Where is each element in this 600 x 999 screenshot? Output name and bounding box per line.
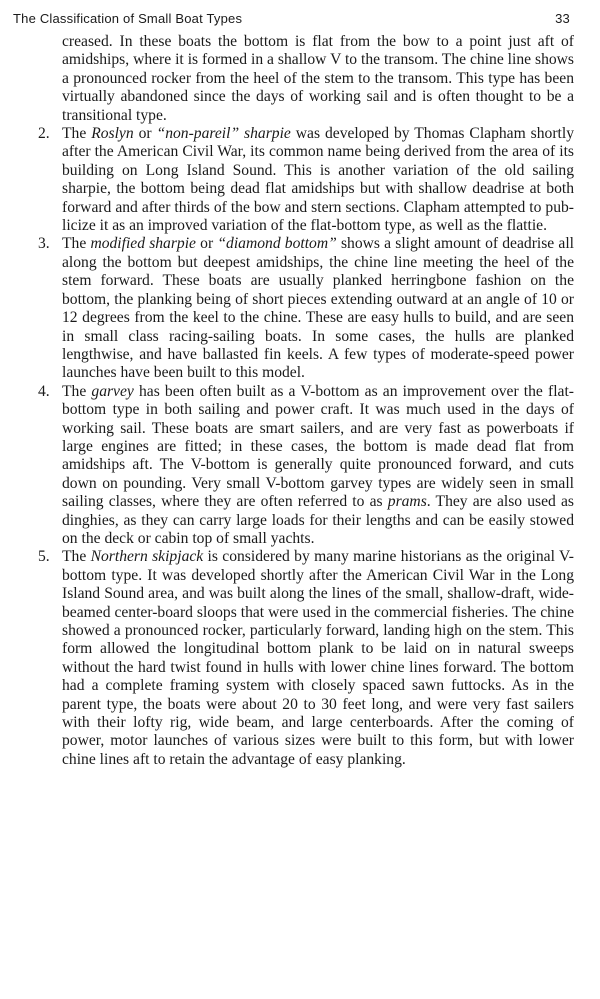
list-item: 3. The modified sharpie or “diamond bottom” shows a slight amount of deadrise all along the bottom but deepest amidships, the chine line meeting the heel of the stem forward. These boats are usually planked herringbone fashion on the bottom, the planking being of short pieces extending outward at an angle of 10 or 12 degrees from the keel to the chine. These are easy hulls to build, and are seen in small class racing-sailing boats. In some cases, the hulls are planked lengthwise, and have ballasted fin keels. A few types of moderate-speed power launches have been built to this model. (38, 235, 574, 382)
list-item-number: 2. (38, 125, 50, 143)
list-item-number: 3. (38, 235, 50, 253)
list-item: 4. The garvey has been often built as a V-bottom as an improvement over the flat-bottom type in both sailing and power craft. It was much used in the days of working sail. These boats are smart sailers, and are very fast as powerboats if large engines are fitted; in these cases, the bottom is made dead flat from amidships aft. The V-bottom is generally quite pronounced forward, and cuts down on pounding. Very small V-bottom garvey types are widely seen in small sailing classes, where they are often referred to as prams. They are also used as dinghies, as they can carry large loads for their lengths and can be easily stowed on the deck or cabin top of small yachts. (38, 382, 574, 547)
list-item: 2. The Roslyn or “non-pareil” sharpie was developed by Thomas Clapham shortly after the American Civil War, its common name being derived from the area of its building on Long Island Sound. This is another variation of the old sailing sharpie, the bottom being dead flat amidships but with shallow deadrise at both forward and after thirds of the bow and stern sections. Clapham attempted to publicize it as an improved variation of the flat-bottom type, as well as the flattie. (38, 125, 574, 235)
list-item: 5. The Northern skipjack is considered by many marine historians as the original V-bottom type. It was developed shortly after the American Civil War in the Long Island Sound area, and was built along the lines of the small, shallow-draft, wide-beamed center-board sloops that were used in the commercial fisheries. The chine showed a pronounced rocker, particularly forward, landing high on the stem. This form allowed the longitudinal bottom plank to be laid on in natural sweeps without the hard twist found in hulls with lower chine lines forward. The bottom had a complete framing system with closely spaced sawn futtocks. As in the parent type, the boats were about 20 to 30 feet long, and were very fast sailers with their lofty rig, wide beam, and large centerboards. After the coming of power, motor launches of various sizes were built to this form, but with lower chine lines aft to retain the advantage of easy planking. (38, 548, 575, 768)
list-item-number: 5. (38, 548, 50, 566)
list-item-number: 4. (38, 382, 50, 400)
boat-type-term: garvey (91, 382, 134, 400)
boat-type-term: “non-pareil” sharpie (156, 125, 291, 143)
boat-type-term: prams (387, 493, 427, 511)
boat-type-term: modified sharpie (90, 235, 196, 253)
boat-type-term: Northern skipjack (90, 548, 204, 566)
page-number: 33 (555, 11, 570, 26)
body-text (38, 33, 575, 769)
continued-paragraph: creased. In these boats the bottom is flat from the bow to a point just aft of amidships, where it is formed in a shallow V to the transom. The chine line shows a pronounced rocker from the heel of the stem to the transom. This type has been virtually abandoned since the days of working sail and is often thought to be a transitional type. (62, 33, 574, 124)
running-head (13, 11, 570, 29)
running-head-title: The Classification of Small Boat Types (13, 11, 243, 26)
boat-type-term: “diamond bottom” (217, 235, 337, 253)
boat-type-term: Roslyn (91, 125, 134, 143)
